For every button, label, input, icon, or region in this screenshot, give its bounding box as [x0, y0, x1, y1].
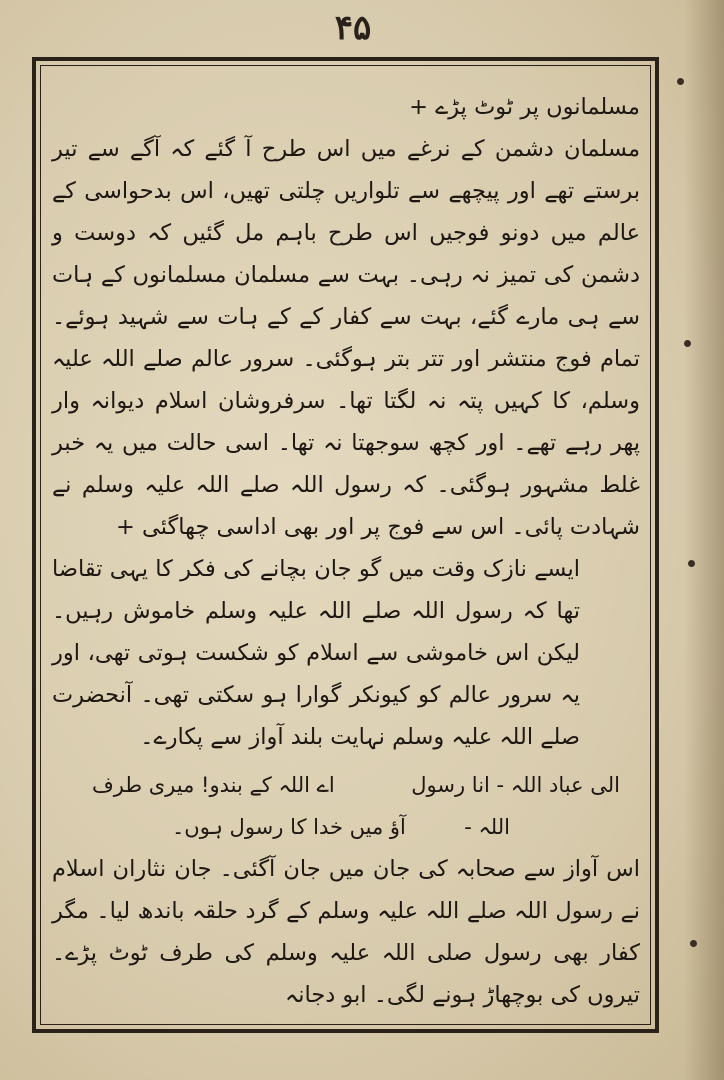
paragraph-3: اس آواز سے صحابہ کی جان میں جان آگئی۔ جان نثاران اسلام نے رسول اللہ صلے اللہ علیہ وسلم کے گرد حلقہ باندھ لیا۔ مگر کفار بھی رسول صلی اللہ علیہ وسلم کی طرف ٹوٹ پڑے۔ تیروں کی بوچھاڑ ہونے لگی۔ ابو دجانہ: [52, 856, 640, 1008]
verse-arabic-1: الی عباد اللہ - انا رسول: [411, 773, 620, 797]
verse-line-2: [52, 806, 640, 848]
paragraph-2: ایسے نازک وقت میں گو جان بچانے کی فکر کا یہی تقاضا تھا کہ رسول اللہ صلے اللہ علیہ وسلم خاموش رہیں۔ لیکن اس خاموشی سے اسلام کو شکست ہوتی تھی، اور یہ سرور عالم کو کیونکر گوارا ہو سکتی تھی۔ آنحضرت صلے اللہ علیہ وسلم نہایت بلند آواز سے پکارے۔: [52, 556, 580, 750]
page-edge-shadow: [684, 0, 724, 1080]
verse-arabic-2: اللہ -: [464, 815, 510, 839]
binding-hole: [688, 560, 695, 567]
paragraph-1: مسلمان دشمن کے نرغے میں اس طرح آ گئے کہ آگے سے تیر برستے تھے اور پیچھے سے تلواریں چلتی تھیں، اس بدحواسی کے عالم میں دونو فوجیں اس طرح باہم مل گئیں کہ دوست و دشمن کی تمیز نہ رہی۔ بہت سے مسلمان مسلمانوں کے ہات سے ہی مارے گئے، بہت سے کفار کے کے ہات سے شہید ہوئے۔ تمام فوج منتشر اور تتر بتر ہوگئی۔ سرور عالم صلے اللہ علیہ وسلم، کا کہیں پتہ نہ لگتا تھا۔ سرفروشان اسلام دیوانہ وار پھر رہے تھے۔ اور کچھ سوجھتا نہ تھا۔ اسی حالت میں یہ خبر غلط مشہور ہوگئی۔ کہ رسول اللہ صلے اللہ علیہ وسلم نے شہادت پائی۔ اس سے فوج پر اور بھی اداسی چھاگئی +: [52, 136, 640, 540]
binding-hole: [684, 340, 691, 347]
verse-line-1: [52, 764, 640, 806]
binding-hole: [677, 78, 684, 85]
page-number: ۴۵: [334, 8, 372, 48]
page-text: [52, 72, 640, 1022]
verse-urdu-1: اے اللہ کے بندو! میری طرف: [92, 773, 335, 797]
binding-hole: [690, 940, 697, 947]
paragraph-heading: مسلمانوں پر ٹوٹ پڑے +: [409, 94, 640, 120]
verse-urdu-2: آؤ میں خدا کا رسول ہوں۔: [172, 815, 406, 839]
